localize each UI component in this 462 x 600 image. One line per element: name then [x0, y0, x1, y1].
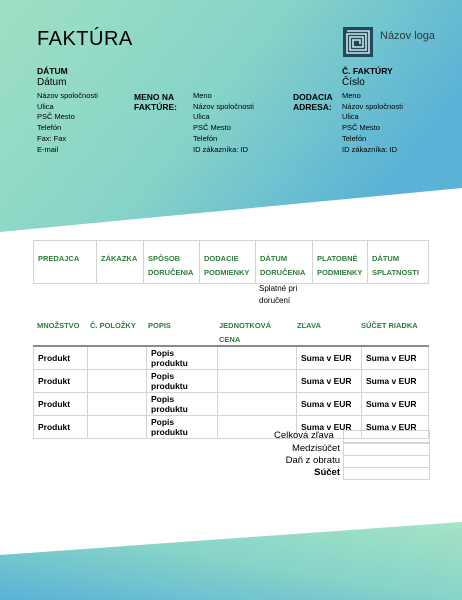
- date-value: Dátum: [37, 77, 67, 88]
- cell-qty: Produkt: [34, 416, 88, 439]
- company-line: PSČ Mesto: [37, 112, 75, 122]
- items-header-discount: ZĽAVA: [297, 321, 321, 330]
- total-field[interactable]: [343, 467, 430, 480]
- items-header-unit-price: JEDNOTKOVÁ CENA: [219, 321, 272, 344]
- cell-item-no: [88, 346, 147, 370]
- cell-desc: Popis produktu: [147, 370, 218, 393]
- logo-name: Názov loga: [380, 30, 436, 42]
- invoice-number-value: Číslo: [342, 77, 365, 88]
- info-header: DÁTUM DORUČENIA: [256, 241, 313, 284]
- items-header-line-total: SÚČET RIADKA: [361, 321, 418, 330]
- info-header: ZÁKAZKA: [97, 241, 144, 284]
- cell-line-total: Suma v EUR: [362, 346, 429, 370]
- delivery-note: Splatné pri doručení: [259, 284, 298, 305]
- cell-discount: Suma v EUR: [297, 416, 362, 439]
- ship-to-line: Názov spoločnosti: [342, 101, 403, 111]
- info-header: PREDAJCA: [34, 241, 97, 284]
- ship-to-line: ID zákazníka: ID: [342, 144, 398, 154]
- info-header: DODACIE PODMIENKY: [200, 241, 256, 284]
- cell-qty: Produkt: [34, 393, 88, 416]
- company-line: Telefón: [37, 123, 62, 133]
- cell-desc: Popis produktu: [147, 346, 218, 370]
- bill-to-line: Meno: [193, 91, 212, 100]
- cell-line-total: Suma v EUR: [362, 416, 429, 439]
- cell-discount: Suma v EUR: [297, 346, 362, 370]
- table-row: [34, 346, 429, 370]
- ship-to-label: DODACIA ADRESA:: [293, 92, 333, 112]
- ship-to-line: Telefón: [342, 133, 367, 143]
- subtotal-label: Medzisúčet: [291, 443, 340, 454]
- cell-qty: Produkt: [34, 370, 88, 393]
- total-discount-label: Celková zľava: [274, 430, 334, 441]
- table-row: [34, 393, 429, 416]
- cell-desc: Popis produktu: [147, 393, 218, 416]
- cell-qty: Produkt: [34, 346, 88, 370]
- total-discount-field[interactable]: [343, 430, 430, 443]
- cell-discount: Suma v EUR: [297, 370, 362, 393]
- info-header: PLATOBNÉ PODMIENKY: [313, 241, 368, 284]
- ship-to-line: Ulica: [342, 112, 359, 122]
- cell-line-total: Suma v EUR: [362, 370, 429, 393]
- cell-unit-price: [218, 393, 297, 416]
- bill-to-line: PSČ Mesto: [193, 123, 231, 133]
- logo-icon: [343, 27, 373, 57]
- total-label: Súčet: [314, 467, 340, 478]
- cell-item-no: [88, 393, 147, 416]
- cell-item-no: [88, 416, 147, 439]
- date-label: DÁTUM: [37, 66, 68, 76]
- invoice-title: FAKTÚRA: [37, 28, 133, 50]
- invoice-number-label: Č. FAKTÚRY: [342, 66, 393, 76]
- company-line: Názov spoločnosti: [37, 91, 98, 100]
- cell-unit-price: [218, 370, 297, 393]
- bill-to-line: Ulica: [193, 112, 210, 122]
- cell-desc: Popis produktu: [147, 416, 218, 439]
- ship-to-line: Meno: [342, 91, 361, 100]
- info-table: [33, 240, 429, 284]
- ship-to-info: [342, 91, 403, 155]
- items-header-desc: POPIS: [148, 321, 171, 330]
- info-header: DÁTUM SPLATNOSTI: [368, 241, 429, 284]
- table-row: [34, 370, 429, 393]
- bill-to-label: MENO NA FAKTÚRE:: [134, 92, 177, 112]
- company-line: E-mail: [37, 144, 59, 154]
- company-line: Fax: Fax: [37, 133, 67, 143]
- ship-to-line: PSČ Mesto: [342, 123, 380, 133]
- bill-to-line: ID zákazníka: ID: [193, 144, 249, 154]
- items-table: [33, 345, 429, 439]
- info-header: SPÔSOB DORUČENIA: [144, 241, 200, 284]
- company-info: [37, 91, 98, 155]
- cell-item-no: [88, 370, 147, 393]
- items-header-qty: MNOŽSTVO: [37, 321, 80, 330]
- company-line: Ulica: [37, 101, 54, 111]
- bill-to-line: Názov spoločnosti: [193, 101, 254, 111]
- cell-unit-price: [218, 346, 297, 370]
- items-header-item-no: Č. POLOŽKY: [90, 321, 136, 330]
- tax-label: Daň z obratu: [285, 455, 340, 466]
- cell-discount: Suma v EUR: [297, 393, 362, 416]
- bill-to-info: [193, 91, 254, 155]
- bill-to-line: Telefón: [193, 133, 218, 143]
- cell-line-total: Suma v EUR: [362, 393, 429, 416]
